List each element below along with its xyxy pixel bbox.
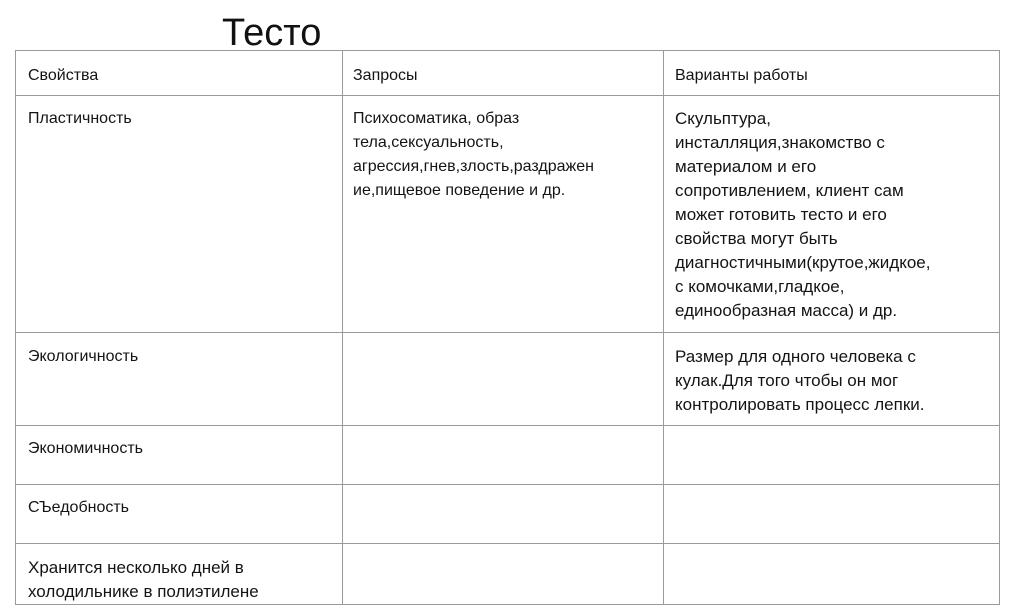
table-row xyxy=(16,485,1000,544)
slide-title: Тесто xyxy=(222,12,322,54)
cell-text xyxy=(353,544,663,556)
header-label: Запросы xyxy=(353,67,418,84)
property-cell xyxy=(16,96,343,333)
properties-table xyxy=(15,50,1000,605)
header-label: Свойства xyxy=(28,67,99,84)
cell-text xyxy=(353,333,663,345)
property-cell xyxy=(16,485,343,544)
work-cell xyxy=(664,485,1000,544)
requests-cell xyxy=(343,485,664,544)
table-row xyxy=(16,426,1000,485)
requests-cell xyxy=(343,544,664,605)
requests-cell xyxy=(343,333,664,426)
header-cell-requests xyxy=(343,51,664,96)
cell-text xyxy=(675,485,999,496)
cell-text: Хранится несколько дней в холодильнике в полиэтилене xyxy=(28,558,259,601)
work-cell xyxy=(664,544,1000,605)
header-label: Варианты работы xyxy=(675,67,808,84)
table-row xyxy=(16,333,1000,426)
cell-text xyxy=(675,426,999,437)
table-header-row xyxy=(16,51,1000,96)
work-cell xyxy=(664,333,1000,426)
cell-text: Размер для одного человека с кулак.Для того чтобы он мог контролировать процесс лепки. xyxy=(675,347,925,414)
cell-text: Экономичность xyxy=(28,440,143,457)
cell-text: СЪедобность xyxy=(28,499,130,516)
property-cell xyxy=(16,426,343,485)
cell-text xyxy=(675,544,999,556)
table-row xyxy=(16,544,1000,605)
header-cell-work-options xyxy=(664,51,1000,96)
cell-text: Пластичность xyxy=(28,110,132,127)
property-cell xyxy=(16,333,343,426)
cell-text xyxy=(353,426,663,437)
property-cell xyxy=(16,544,343,605)
table-row xyxy=(16,96,1000,333)
cell-text: Экологичность xyxy=(28,348,139,365)
work-cell xyxy=(664,426,1000,485)
cell-text xyxy=(353,485,663,496)
cell-text: Скульптура, инсталляция,знакомство с материалом и его сопротивлением, клиент сам может готовить тесто и его свойства могут быть диагностичными(крутое,жидкое, с комочками,гладкое, единообразная масса) и др. xyxy=(675,109,931,320)
header-cell-properties xyxy=(16,51,343,96)
cell-text: Психосоматика, образ тела,сексуальность, агрессия,гнев,злость,раздражен ие,пищевое поведение и др. xyxy=(353,110,594,199)
work-cell xyxy=(664,96,1000,333)
requests-cell xyxy=(343,426,664,485)
requests-cell xyxy=(343,96,664,333)
